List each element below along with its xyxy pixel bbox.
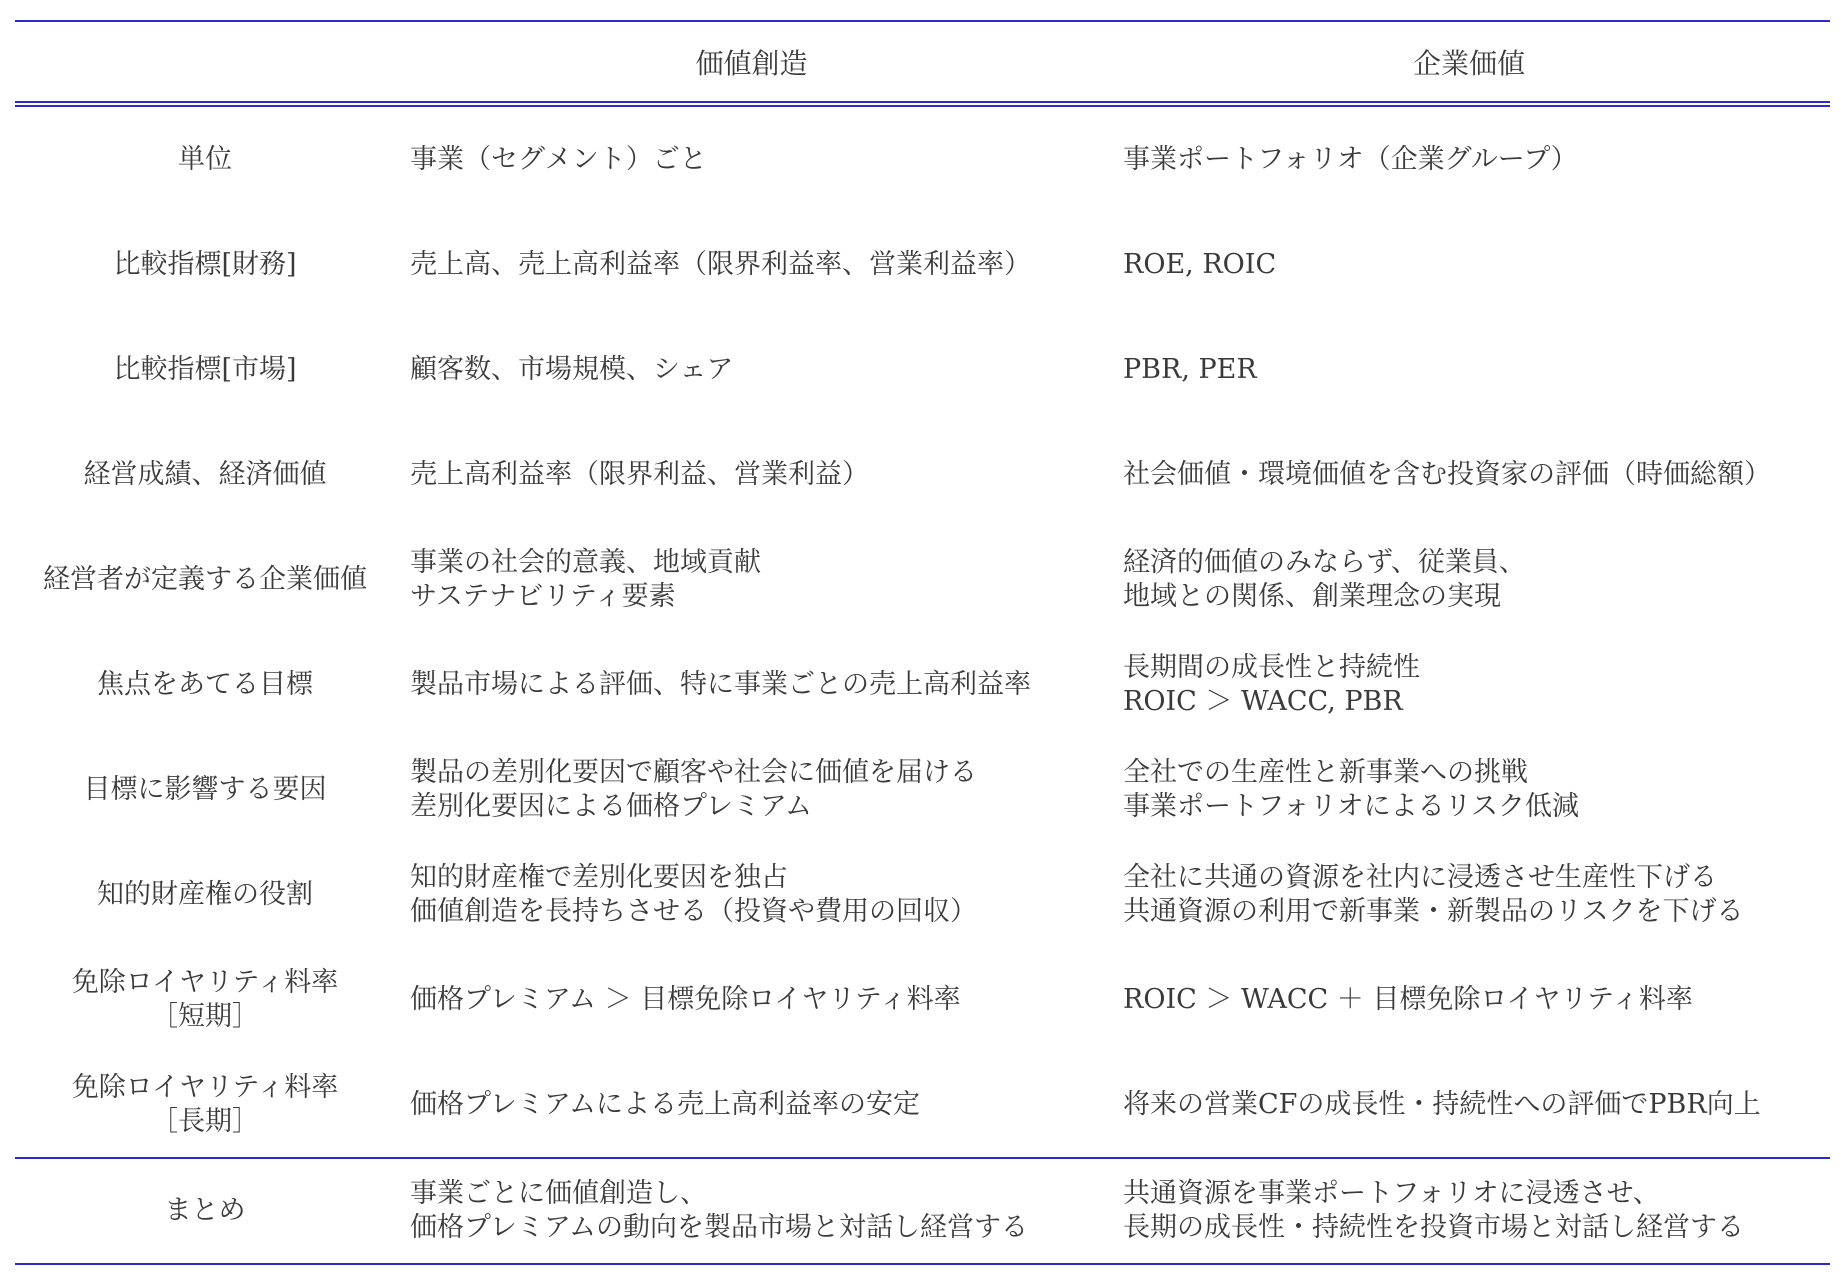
summary-row [15, 1159, 1830, 1263]
table-row [15, 737, 1830, 842]
header-corporate-value: 企業価値 [1412, 46, 1525, 80]
corporate-value-cell: PBR, PER [1123, 353, 1257, 385]
value-creation-cell: 売上高利益率（限界利益、営業利益） [410, 458, 869, 490]
corporate-value-cell: 長期間の成長性と持続性 ROIC ＞ WACC, PBR [1123, 651, 1420, 717]
corporate-value-cell: ROE, ROIC [1123, 248, 1277, 280]
table-row [15, 1052, 1830, 1157]
table-row [15, 947, 1830, 1052]
corporate-value-cell: 全社での生産性と新事業への挑戦 事業ポートフォリオによるリスク低減 [1123, 756, 1580, 822]
row-label: 目標に影響する要因 [83, 773, 327, 805]
value-creation-cell: 売上高、売上高利益率（限界利益率、営業利益率） [410, 248, 1031, 280]
table-header-row [15, 22, 1830, 101]
comparison-table [15, 20, 1830, 1265]
corporate-value-cell: 将来の営業CFの成長性・持続性への評価でPBR向上 [1123, 1088, 1761, 1120]
row-label: 比較指標[財務] [113, 248, 297, 280]
corporate-value-cell: 経済的価値のみならず、従業員、 地域との関係、創業理念の実現 [1123, 546, 1526, 612]
summary-value-creation: 事業ごとに価値創造し、 価格プレミアムの動向を製品市場と対話し経営する [410, 1178, 1029, 1243]
table-row [15, 632, 1830, 737]
row-label: 経営者が定義する企業価値 [43, 563, 367, 595]
row-label: 焦点をあてる目標 [97, 668, 313, 700]
row-label: 知的財産権の役割 [97, 878, 313, 910]
table-row [15, 422, 1830, 527]
corporate-value-cell: 全社に共通の資源を社内に浸透させ生産性下げる 共通資源の利用で新事業・新製品のリスクを下げる [1123, 861, 1744, 927]
value-creation-cell: 価格プレミアムによる売上高利益率の安定 [410, 1088, 921, 1120]
value-creation-cell: 事業の社会的意義、地域貢献 サステナビリティ要素 [410, 546, 761, 612]
value-creation-cell: 事業（セグメント）ごと [410, 143, 707, 175]
table-row [15, 317, 1830, 422]
summary-corporate-value: 共通資源を事業ポートフォリオに浸透させ、 長期の成長性・持続性を投資市場と対話し経営する [1123, 1178, 1744, 1243]
value-creation-cell: 製品市場による評価、特に事業ごとの売上高利益率 [410, 668, 1031, 700]
table-row [15, 107, 1830, 212]
value-creation-cell: 顧客数、市場規模、シェア [410, 353, 734, 385]
row-label: 経営成績、経済価値 [83, 458, 327, 490]
corporate-value-cell: 事業ポートフォリオ（企業グループ） [1123, 143, 1578, 175]
corporate-value-cell: ROIC ＞ WACC ＋ 目標免除ロイヤリティ料率 [1123, 983, 1693, 1015]
header-value-creation: 価値創造 [695, 46, 808, 80]
row-label: 免除ロイヤリティ料率 ［短期］ [71, 966, 339, 1032]
row-label: 免除ロイヤリティ料率 ［長期］ [71, 1071, 339, 1137]
value-creation-cell: 知的財産権で差別化要因を独占 価値創造を長持ちさせる（投資や費用の回収） [410, 861, 977, 927]
row-label: 単位 [178, 143, 232, 175]
row-label: 比較指標[市場] [113, 353, 297, 385]
table-row [15, 212, 1830, 317]
value-creation-cell: 製品の差別化要因で顧客や社会に価値を届ける 差別化要因による価格プレミアム [410, 756, 977, 822]
table-row [15, 842, 1830, 947]
table-body [15, 107, 1830, 1157]
table-bottom-rule [15, 1263, 1830, 1265]
corporate-value-cell: 社会価値・環境価値を含む投資家の評価（時価総額） [1123, 458, 1771, 490]
summary-label: まとめ [164, 1195, 246, 1226]
table-row [15, 527, 1830, 632]
value-creation-cell: 価格プレミアム ＞ 目標免除ロイヤリティ料率 [410, 983, 961, 1015]
